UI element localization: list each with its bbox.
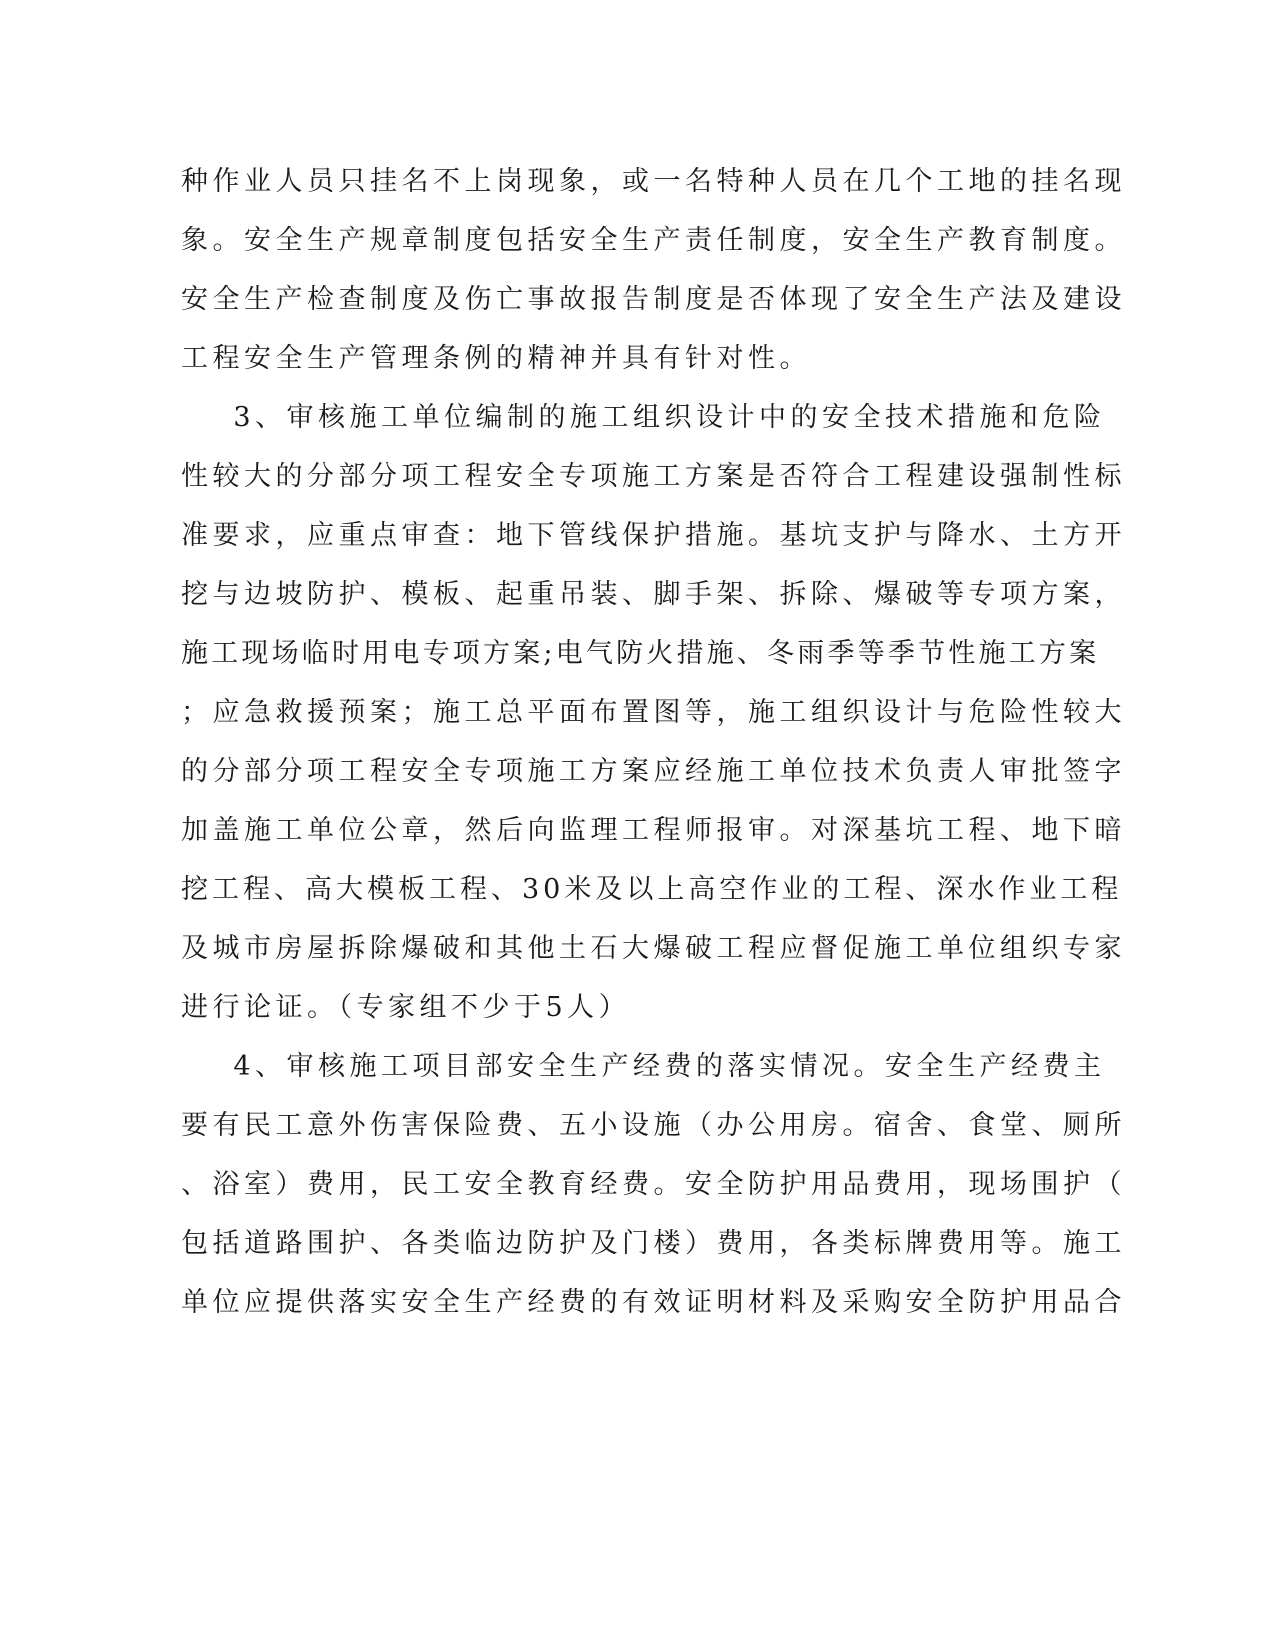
- text-line: 要有民工意外伤害保险费、五小设施（办公用房。宿舍、食堂、厕所: [181, 1110, 1126, 1141]
- body-text: [181, 152, 1126, 1332]
- text-line: 单位应提供落实安全生产经费的有效证明材料及采购安全防护用品合: [181, 1287, 1126, 1318]
- text-line: 工程安全生产管理条例的精神并具有针对性。: [181, 343, 811, 374]
- text-line: 包括道路围护、各类临边防护及门楼）费用，各类标牌费用等。施工: [181, 1228, 1126, 1259]
- text-line: 、浴室）费用，民工安全教育经费。安全防护用品费用，现场围护（: [181, 1169, 1126, 1200]
- text-line: 进行论证。（专家组不少于5人）: [181, 992, 631, 1023]
- text-line: 施工现场临时用电专项方案;电气防火措施、冬雨季等季节性施工方案: [181, 638, 1100, 669]
- text-line: 安全生产检查制度及伤亡事故报告制度是否体现了安全生产法及建设: [181, 284, 1126, 315]
- text-line: 及城市房屋拆除爆破和其他土石大爆破工程应督促施工单位组织专家: [181, 933, 1126, 964]
- text-line: 加盖施工单位公章，然后向监理工程师报审。对深基坑工程、地下暗: [181, 815, 1126, 846]
- text-line: 准要求，应重点审查：地下管线保护措施。基坑支护与降水、土方开: [181, 520, 1126, 551]
- text-line: 的分部分项工程安全专项施工方案应经施工单位技术负责人审批签字: [181, 756, 1126, 787]
- text-line: 4、审核施工项目部安全生产经费的落实情况。安全生产经费主: [181, 1051, 1106, 1082]
- text-line: 3、审核施工单位编制的施工组织设计中的安全技术措施和危险: [181, 402, 1106, 433]
- text-line: 种作业人员只挂名不上岗现象，或一名特种人员在几个工地的挂名现: [181, 166, 1126, 197]
- text-line: 挖工程、高大模板工程、30米及以上高空作业的工程、深水作业工程: [181, 874, 1123, 905]
- text-line: 挖与边坡防护、模板、起重吊装、脚手架、拆除、爆破等专项方案，: [181, 579, 1126, 610]
- text-line: 象。安全生产规章制度包括安全生产责任制度，安全生产教育制度。: [181, 225, 1126, 256]
- text-line: ；应急救援预案；施工总平面布置图等，施工组织设计与危险性较大: [181, 697, 1126, 728]
- text-line: 性较大的分部分项工程安全专项施工方案是否符合工程建设强制性标: [181, 461, 1126, 492]
